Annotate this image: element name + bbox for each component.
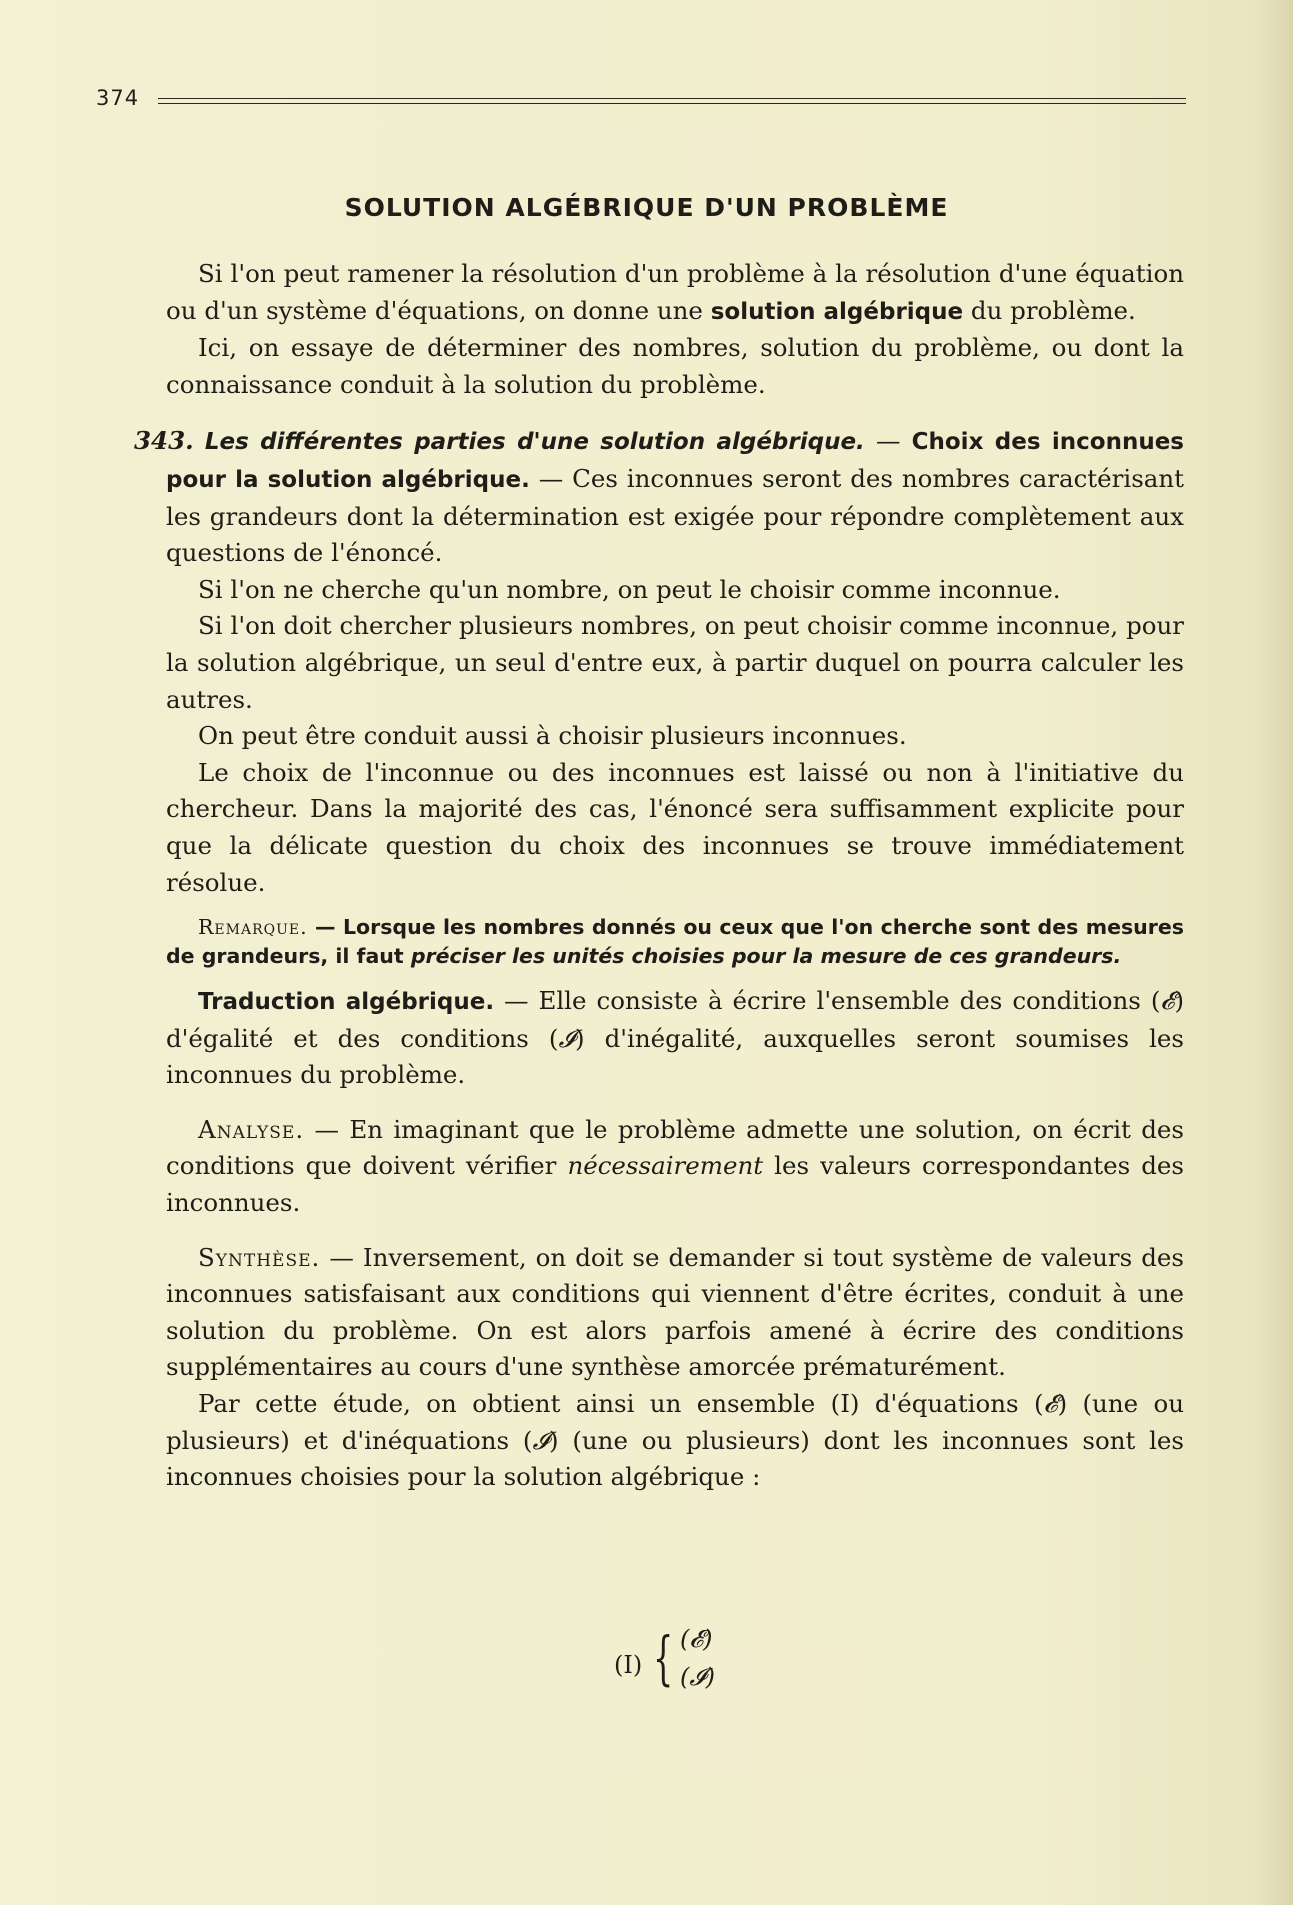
synthese-label: Synthèse. [198,1242,321,1272]
traduction-label: Traduction algébrique. [198,989,495,1016]
page-header [96,86,1186,110]
remark-label: Remarque. [198,915,308,940]
synthese-paragraph: Synthèse. — Inversement, on doit se demander si tout système de valeurs des inconnues satisfaisant aux conditions qui viennent d'être écrites, conduit à une solution du problème. On est alors parfois amené à écrire des conditions supplémentaires au cours d'une synthèse amorcée prématurément. [166,1242,1184,1382]
traduction-paragraph: Traduction algébrique. — Elle consiste à écrire l'ensemble des conditions (𝓔) d'égalité et des conditions (𝓘) d'inégalité, auxquelles seront soumises les inconnues du problème. [166,986,1184,1090]
section-paragraph-2: Si l'on ne cherche qu'un nombre, on peut le choisir comme inconnue. [198,574,1061,604]
system-label: (I) [614,1651,643,1679]
page-number: 374 [96,86,140,110]
header-rule [158,98,1186,104]
section-number: 343. [134,426,194,456]
system-line-equations: (𝓔) [680,1625,713,1653]
section-title: Les différentes parties d'une solution algébrique. [204,429,865,456]
section-paragraph-3: Si l'on doit chercher plusieurs nombres, on peut choisir comme inconnue, pour la solution algébrique, un seul d'entre eux, à partir duquel on pourra calculer les autres. [166,611,1184,714]
analyse-paragraph: Analyse. — En imaginant que le problème admette une solution, on écrit des conditions que doivent vérifier nécessairement les valeurs correspondantes des inconnues. [166,1114,1185,1218]
analyse-label: Analyse. [198,1114,305,1144]
remark-paragraph: Remarque. — Lorsque les nombres donnés ou ceux que l'on cherche sont des mesures de grandeurs, il faut préciser les unités choisies pour la mesure de ces grandeurs. [166,915,1184,969]
intro-paragraph-2: Ici, on essaye de déterminer des nombres, solution du problème, ou dont la connaissance conduit à la solution du problème. [166,333,1184,399]
section-paragraph-5: Le choix de l'inconnue ou des inconnues est laissé ou non à l'initiative du chercheur. Dans la majorité des cas, l'énoncé sera suffisamment explicite pour que la délicate question du choix des inconnues se trouve immédiatement résolue. [166,757,1184,897]
main-text [134,256,1185,1496]
intro-paragraph-1: Si l'on peut ramener la résolution d'un problème à la résolution d'une équation ou d'un système d'équations, on donne une solution algébrique du problème. [166,259,1184,325]
section-paragraph-4: On peut être conduit aussi à choisir plusieurs inconnues. [198,721,907,751]
synthese-paragraph-2: Par cette étude, on obtient ainsi un ensemble (I) d'équations (𝓔) (une ou plusieurs) et d'inéquations (𝓘) (une ou plusieurs) dont les inconnues sont les inconnues choisies pour la solution algébrique : [166,1389,1185,1492]
section-343-heading: 343. Les différentes parties d'une solution algébrique. — Choix des inconnues pour la solution algébrique. — Ces inconnues seront des nombres caractérisant les grandeurs dont la détermination est exigée pour répondre complètement aux questions de l'énoncé. [134,426,1185,568]
subsection-title: Choix des inconnues pour la solution algébrique. [166,429,1184,493]
page-title: SOLUTION ALGÉBRIQUE D'UN PROBLÈME [344,193,949,222]
system-line-inequations: (𝓘) [680,1663,715,1691]
brace-glyph: { [653,1624,674,1692]
term-solution-algebrique: solution algébrique [710,298,964,325]
